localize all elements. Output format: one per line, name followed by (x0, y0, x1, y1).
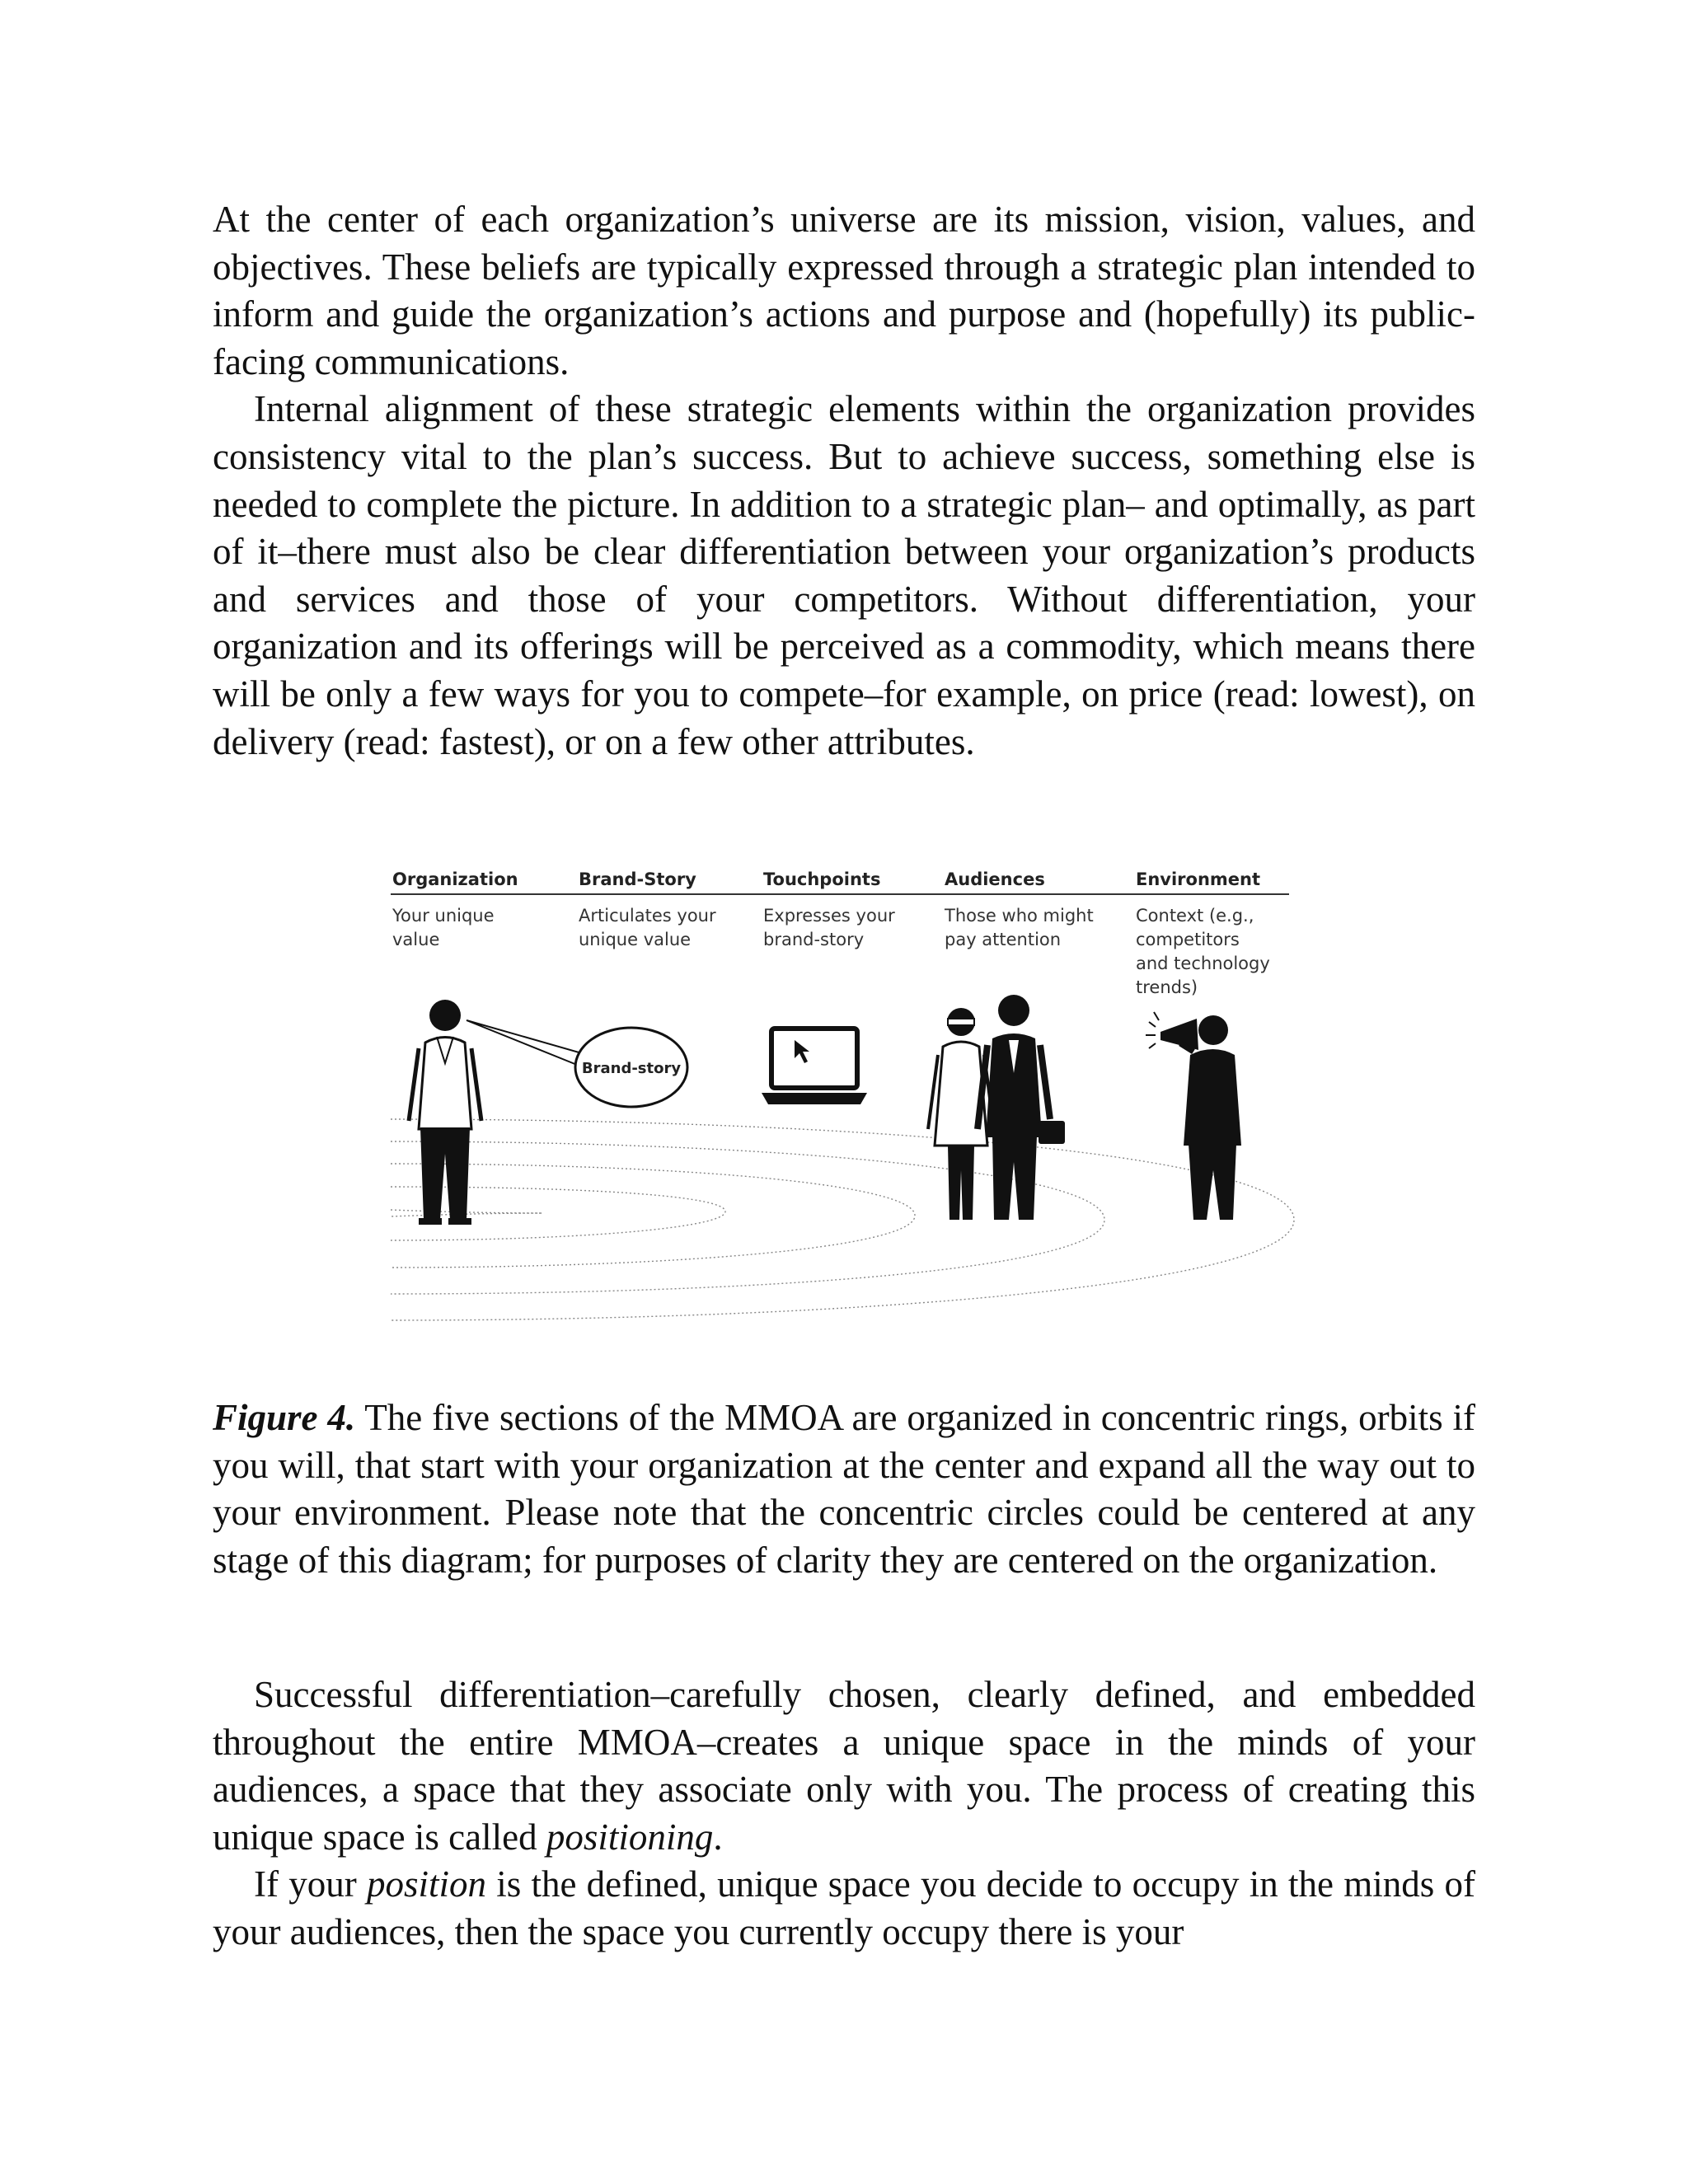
col-desc-brand-story-2: unique value (579, 930, 692, 949)
orbit-rings (391, 1119, 1294, 1320)
col-desc-touchpoints-1: Expresses your (763, 906, 895, 926)
body-text-top (213, 196, 1475, 766)
col-heading-organization: Organization (392, 869, 518, 889)
businessman-icon (978, 995, 1065, 1220)
paragraph-4-start: If your (254, 1863, 367, 1905)
mmoa-diagram (387, 857, 1311, 1343)
col-desc-environment-2: competitors (1136, 930, 1240, 949)
col-desc-audiences-1: Those who might (945, 906, 1094, 926)
col-desc-organization-2: value (392, 930, 440, 949)
scientist-icon (928, 1008, 994, 1220)
brand-story-bubble-icon (467, 1020, 687, 1107)
figure-caption (213, 1394, 1475, 1584)
col-desc-audiences-2: pay attention (945, 930, 1062, 949)
col-heading-touchpoints: Touchpoints (763, 869, 881, 889)
paragraph-4-emphasis: position (366, 1863, 486, 1905)
paragraph-4 (213, 1861, 1475, 1956)
mmoa-figure (387, 857, 1311, 1343)
paragraph-3-emphasis: positioning (546, 1816, 714, 1858)
col-desc-environment-1: Context (e.g., (1136, 906, 1254, 926)
orbit-ring-3 (391, 1164, 915, 1268)
col-desc-organization-1: Your unique (392, 906, 495, 926)
paragraph-3 (213, 1671, 1475, 1861)
orbit-ring-5 (391, 1119, 1294, 1320)
body-text-bottom (213, 1671, 1475, 1957)
col-desc-environment-3: and technology (1136, 954, 1270, 973)
organization-person-icon (409, 1000, 481, 1225)
paragraph-3-text: Successful differentiation–carefully chosen, clearly defined, and embedded throughout the entire MMOA–creates a unique space in the minds of your audiences, a space that they associate only with you. The process of creating this unique space is called (213, 1674, 1475, 1858)
megaphone-person-icon (1146, 1012, 1241, 1220)
col-desc-brand-story-1: Articulates your (579, 906, 716, 926)
laptop-icon (762, 1029, 867, 1104)
caption-text: The five sections of the MMOA are organized in concentric rings, orbits if you will, that start with your organization at the center and expand all the way out to your environment. Please note that the concentric circles could be centered at any stage of this diagram; for purposes of clarity they are centered on the organization. (213, 1397, 1475, 1581)
paragraph-4-text: is the defined, unique space you decide to occupy in the minds of your audiences, then the space you currently occupy there is your (213, 1863, 1475, 1952)
col-heading-environment: Environment (1136, 869, 1261, 889)
col-desc-environment-4: trends) (1136, 977, 1198, 997)
col-heading-audiences: Audiences (945, 869, 1045, 889)
paragraph-2: Internal alignment of these strategic elements within the organization provides consistency vital to the plan’s success. But to achieve success, something else is needed to complete the picture. In addition to a strategic plan– and optimally, as part of it–there must also be clear differentiation between your organization’s products and services and those of your competitors. Without differentiation, your organization and its offerings will be perceived as a commodity, which means there will be only a few ways for you to compete–for example, on price (read: lowest), on delivery (read: fastest), or on a few other attributes. (213, 388, 1475, 762)
paragraph-1: At the center of each organization’s universe are its mission, vision, values, and objectives. These beliefs are typically expressed through a strategic plan intended to inform and guide the organization’s actions and purpose and (hopefully) its public-facing communications. (213, 199, 1475, 382)
col-heading-brand-story: Brand-Story (579, 869, 696, 889)
caption-paragraph (213, 1394, 1475, 1584)
bubble-label: Brand-story (581, 1060, 682, 1077)
paragraph-3-end: . (713, 1816, 723, 1858)
caption-label: Figure 4. (213, 1397, 356, 1438)
col-desc-touchpoints-2: brand-story (763, 930, 865, 949)
